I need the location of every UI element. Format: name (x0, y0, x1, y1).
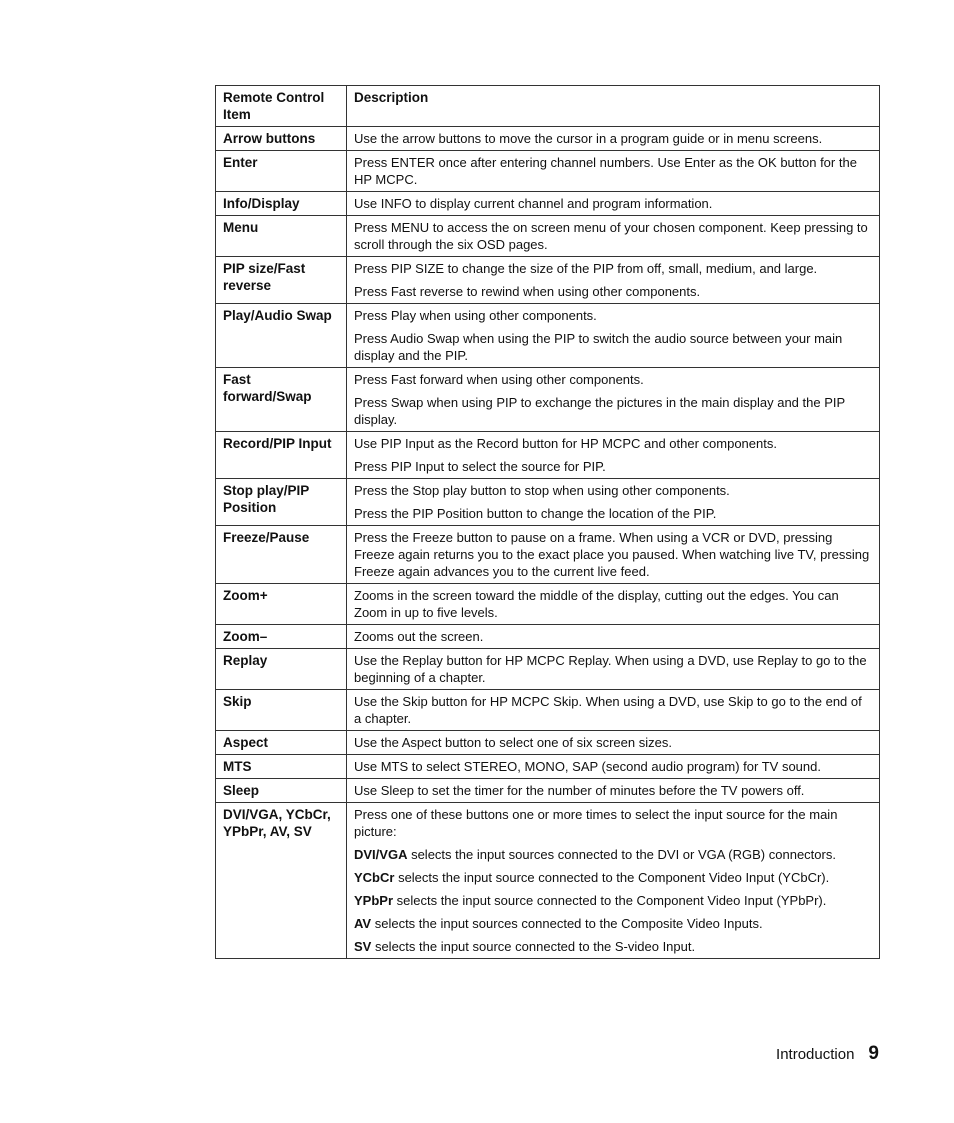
table-header-row (216, 86, 880, 127)
item-cell: Freeze/Pause (216, 526, 347, 584)
description-paragraph (354, 892, 871, 909)
item-cell: Stop play/PIP Position (216, 479, 347, 526)
table-row (216, 192, 880, 216)
description-cell (347, 803, 880, 959)
description-cell (347, 755, 880, 779)
description-cell (347, 304, 880, 368)
description-paragraph: Press Fast reverse to rewind when using other components. (354, 284, 701, 299)
item-cell: Aspect (216, 731, 347, 755)
description-paragraph: Use MTS to select STEREO, MONO, SAP (second audio program) for TV sound. (354, 759, 821, 774)
description-paragraph: Press Swap when using PIP to exchange the pictures in the main display and the PIP display. (354, 395, 845, 427)
remote-control-table (215, 85, 880, 959)
description-paragraph: Press Audio Swap when using the PIP to switch the audio source between your main display and the PIP. (354, 331, 843, 363)
keyword: DVI/VGA (354, 847, 408, 862)
description-cell (347, 151, 880, 192)
description-paragraph (354, 846, 871, 863)
table-row (216, 625, 880, 649)
description-paragraph: Press PIP Input to select the source for PIP. (354, 459, 606, 474)
description-paragraph (354, 869, 871, 886)
header-remote-control-item: Remote Control Item (216, 86, 347, 127)
description-paragraph: Use PIP Input as the Record button for HP MCPC and other components. (354, 436, 777, 451)
description-paragraph: Use Sleep to set the timer for the number of minutes before the TV powers off. (354, 783, 805, 798)
description-paragraph: Press Fast forward when using other components. (354, 372, 644, 387)
table-row (216, 649, 880, 690)
description-paragraph: Press MENU to access the on screen menu of your chosen component. Keep pressing to scroll through the six OSD pages. (354, 220, 868, 252)
description-paragraph: Use the Skip button for HP MCPC Skip. When using a DVD, use Skip to go to the end of a chapter. (354, 694, 862, 726)
item-cell: Menu (216, 216, 347, 257)
description-paragraph: Use INFO to display current channel and program information. (354, 196, 713, 211)
description-cell (347, 731, 880, 755)
description-paragraph: Press ENTER once after entering channel numbers. Use Enter as the OK button for the HP MCPC. (354, 155, 857, 187)
table-row (216, 304, 880, 368)
description-cell (347, 216, 880, 257)
item-cell: Play/Audio Swap (216, 304, 347, 368)
table-row (216, 690, 880, 731)
description-paragraph: Zooms out the screen. (354, 629, 484, 644)
keyword: YPbPr (354, 893, 394, 908)
keyword-text: selects the input sources connected to the Composite Video Inputs. (371, 916, 763, 931)
table-row (216, 432, 880, 479)
description-paragraph: Use the Replay button for HP MCPC Replay. When using a DVD, use Replay to go to the beginning of a chapter. (354, 653, 867, 685)
item-cell: Zoom– (216, 625, 347, 649)
description-paragraph (354, 915, 871, 932)
page-footer (776, 1043, 879, 1065)
table-row (216, 526, 880, 584)
item-cell: Fast forward/Swap (216, 368, 347, 432)
keyword-text: selects the input source connected to the S-video Input. (371, 939, 696, 954)
description-paragraph: Use the Aspect button to select one of six screen sizes. (354, 735, 672, 750)
description-cell (347, 192, 880, 216)
item-cell: PIP size/Fast reverse (216, 257, 347, 304)
description-paragraph: Press PIP SIZE to change the size of the PIP from off, small, medium, and large. (354, 261, 818, 276)
description-paragraph: Press one of these buttons one or more times to select the input source for the main picture: (354, 807, 838, 839)
table-body (216, 127, 880, 803)
table-row (216, 368, 880, 432)
table-row (216, 755, 880, 779)
description-cell (347, 779, 880, 803)
description-cell (347, 368, 880, 432)
table-body-last (216, 803, 880, 959)
description-cell (347, 526, 880, 584)
keyword: YCbCr (354, 870, 395, 885)
table-row (216, 151, 880, 192)
description-paragraph: Press Play when using other components. (354, 308, 597, 323)
description-cell (347, 479, 880, 526)
item-cell: Arrow buttons (216, 127, 347, 151)
table-row (216, 584, 880, 625)
description-paragraph (354, 938, 871, 955)
description-paragraph: Press the Stop play button to stop when using other components. (354, 483, 730, 498)
keyword-text: selects the input source connected to the Component Video Input (YCbCr). (394, 870, 830, 885)
description-cell (347, 127, 880, 151)
item-cell: Info/Display (216, 192, 347, 216)
table-row (216, 127, 880, 151)
item-cell: DVI/VGA, YCbCr, YPbPr, AV, SV (216, 803, 347, 959)
description-paragraph: Use the arrow buttons to move the cursor in a program guide or in menu screens. (354, 131, 823, 146)
page-number: 9 (868, 1043, 879, 1064)
table-row (216, 803, 880, 959)
table-row (216, 731, 880, 755)
keyword: AV (354, 916, 372, 931)
item-cell: Record/PIP Input (216, 432, 347, 479)
item-cell: Zoom+ (216, 584, 347, 625)
description-cell (347, 432, 880, 479)
footer-section-title: Introduction (776, 1046, 855, 1063)
header-description: Description (347, 86, 880, 127)
table-row (216, 479, 880, 526)
description-paragraph: Press the PIP Position button to change the location of the PIP. (354, 506, 717, 521)
keyword-text: selects the input source connected to the Component Video Input (YPbPr). (393, 893, 827, 908)
description-cell (347, 584, 880, 625)
description-paragraph: Zooms in the screen toward the middle of the display, cutting out the edges. You can Zoom in up to five levels. (354, 588, 839, 620)
table-row (216, 779, 880, 803)
description-cell (347, 257, 880, 304)
item-cell: Skip (216, 690, 347, 731)
item-cell: Replay (216, 649, 347, 690)
keyword: SV (354, 939, 372, 954)
table-row (216, 216, 880, 257)
keyword-text: selects the input sources connected to the DVI or VGA (RGB) connectors. (407, 847, 836, 862)
description-cell (347, 625, 880, 649)
item-cell: Sleep (216, 779, 347, 803)
description-cell (347, 690, 880, 731)
item-cell: Enter (216, 151, 347, 192)
table-row (216, 257, 880, 304)
description-cell (347, 649, 880, 690)
description-paragraph: Press the Freeze button to pause on a frame. When using a VCR or DVD, pressing Freeze again returns you to the exact place you paused. When watching live TV, pressing Freeze again advances you to the current live feed. (354, 530, 870, 579)
item-cell: MTS (216, 755, 347, 779)
